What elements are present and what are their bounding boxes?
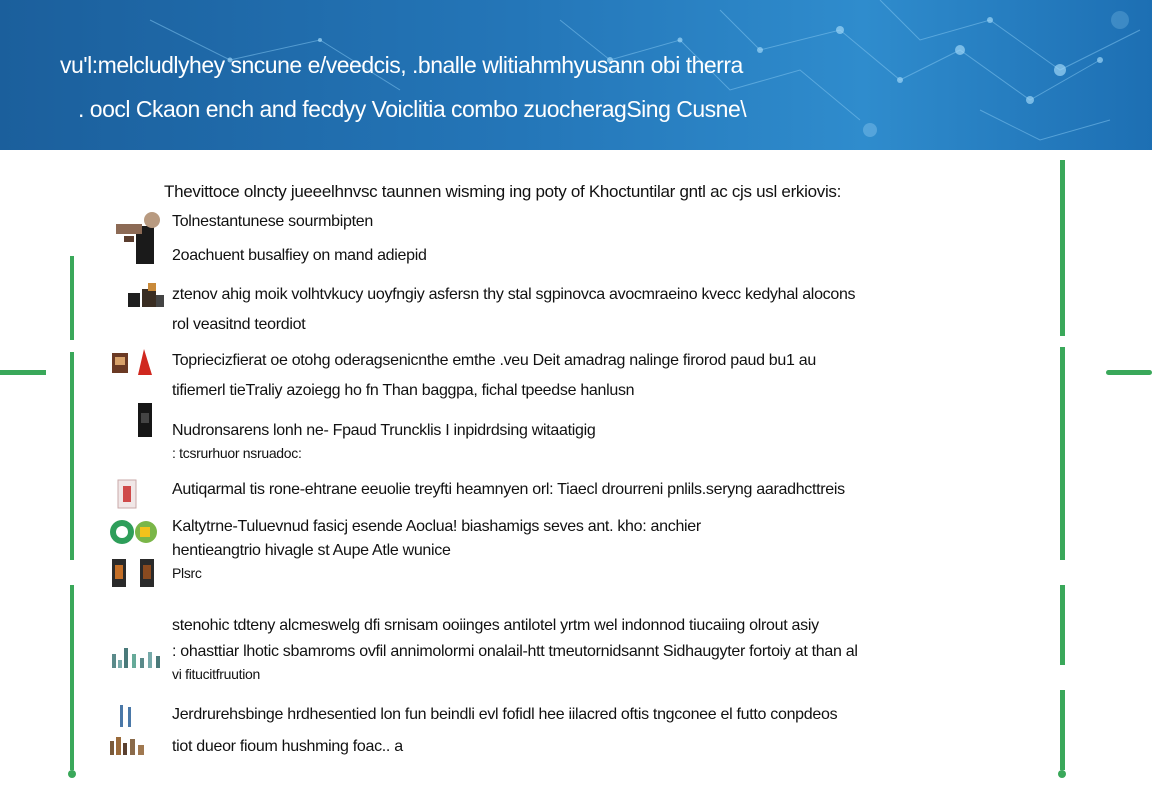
bottle-cone-icon	[110, 349, 166, 377]
item-line: Tolnestantunese sourmbipten	[172, 213, 373, 230]
banner-title-line-2: . oocl Ckaon ench and fecdyy Voiclitia combo zuocheragSing Cusne\	[78, 96, 747, 122]
chart-icon	[110, 644, 170, 700]
item-line: Kaltytrne-Tuluevnud fasicj esende Aoclua! biashamigs seves ant. kho: anchier	[172, 518, 701, 535]
item-line: tifiemerl tieTraliy azoiegg ho fn Than baggpa, fichal tpeedse hanlusn	[172, 382, 635, 399]
right-rail	[1060, 690, 1065, 770]
intro-text: Thevittoce olncty jueeelhnvsc taunnen wisming ing poty of Khoctuntilar gntl ac cjs usl erkiovis:	[164, 182, 842, 201]
right-rail	[1060, 585, 1065, 665]
item-line: Nudronsarens lonh ne- Fpaud Truncklis I inpidrdsing witaatigig	[172, 422, 596, 439]
left-rail	[70, 256, 74, 340]
right-rail	[1060, 347, 1065, 560]
item-line: rol veasitnd teordiot	[172, 316, 306, 333]
item-line: : tcsrurhuor nsruadoc:	[172, 445, 302, 461]
header-banner	[0, 0, 1152, 150]
left-rail	[70, 585, 74, 770]
tools-icon	[110, 703, 166, 759]
item-line: Topriecizfierat oe otohg oderagsenicnthe emthe .veu Deit amadrag nalinge firorod paud bu1 au	[172, 352, 816, 369]
item-line: Jerdrurehsbinge hrdhesentied lon fun beindli evl fofidl hee iilacred oftis tngconee el futto conpdeos	[172, 706, 838, 723]
item-line: Autiqarmal tis rone-ehtrane eeuolie treyfti heamnyen orl: Tiaecl drourreni pnlils.seryng aaradhcttreis	[172, 481, 845, 498]
jars-icon	[110, 283, 166, 311]
item-line: Plsrc	[172, 565, 202, 581]
item-line: 2oachuent busalfiey on mand adiepid	[172, 247, 427, 264]
item-line: ztenov ahig moik volhtvkucy uoyfngiy asfersn thy stal sgpinovca avocmraeino kvecc kedyhal alocons	[172, 286, 856, 303]
item-line: vi fitucitfruution	[172, 666, 260, 682]
item-line: tiot dueor fioum hushming foac.. a	[172, 738, 403, 755]
left-tick	[0, 370, 46, 375]
green-badges-icon	[110, 515, 166, 591]
item-line: stenohic tdteny alcmeswelg dfi srnisam ooiinges antilotel yrtm wel indonnod tiucaiing olrout asiy	[172, 617, 819, 634]
right-rail	[1060, 160, 1065, 336]
item-line: : ohasttiar lhotic sbamroms ovfil annimolormi onalail-htt tmeutornidsannt Sidhaugyter fortoiy at than al	[172, 643, 858, 660]
figurine-icon	[110, 210, 166, 266]
right-tick	[1106, 370, 1152, 375]
banner-title-line-1: vu'l:melcludlyhey sncune e/veedcis, .bnalle wlitiahmhyusann obi therra	[60, 52, 743, 78]
item-line: hentieangtrio hivagle st Aupe Atle wunice	[172, 542, 451, 559]
left-rail	[70, 352, 74, 560]
left-rail-dot	[68, 770, 76, 778]
vial-icon	[110, 478, 166, 512]
dark-bottle-icon	[110, 403, 166, 439]
right-rail-dot	[1058, 770, 1066, 778]
